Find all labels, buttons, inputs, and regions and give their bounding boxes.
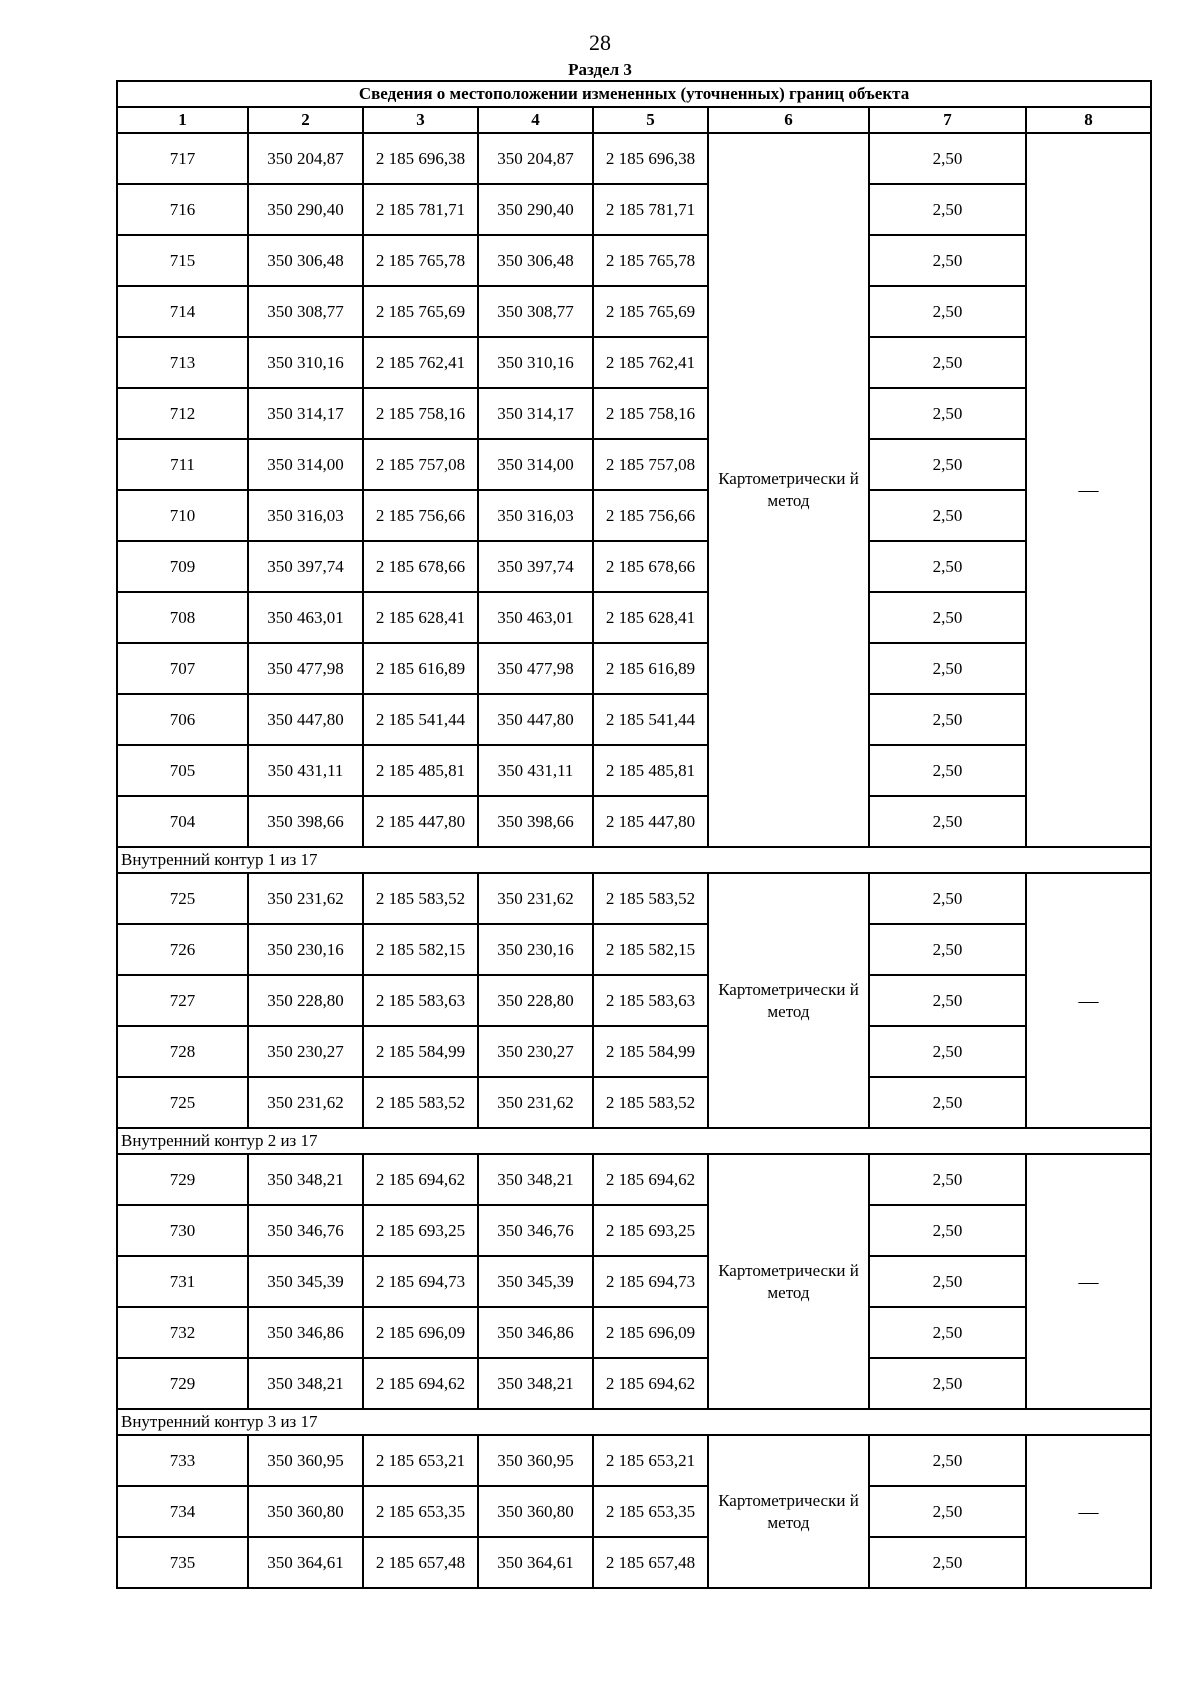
column-number: 2 xyxy=(248,107,363,133)
table-row xyxy=(117,1205,1151,1256)
y-coordinate-cell: 2 185 447,80 xyxy=(363,796,478,847)
x-coordinate-cell: 350 314,00 xyxy=(248,439,363,490)
table-row xyxy=(117,235,1151,286)
y-coordinate-new-cell: 2 185 694,62 xyxy=(593,1358,708,1409)
y-coordinate-cell: 2 185 758,16 xyxy=(363,388,478,439)
method-cell: Картометрически й метод xyxy=(708,1154,869,1409)
table-row xyxy=(117,541,1151,592)
x-coordinate-new-cell: 350 231,62 xyxy=(478,1077,593,1128)
y-coordinate-new-cell: 2 185 694,73 xyxy=(593,1256,708,1307)
y-coordinate-cell: 2 185 765,69 xyxy=(363,286,478,337)
y-coordinate-cell: 2 185 756,66 xyxy=(363,490,478,541)
table-row xyxy=(117,1077,1151,1128)
point-number-cell: 714 xyxy=(117,286,248,337)
column-number: 6 xyxy=(708,107,869,133)
y-coordinate-cell: 2 185 583,52 xyxy=(363,873,478,924)
accuracy-cell: 2,50 xyxy=(869,1256,1026,1307)
table-row xyxy=(117,873,1151,924)
y-coordinate-cell: 2 185 583,63 xyxy=(363,975,478,1026)
point-number-cell: 706 xyxy=(117,694,248,745)
point-number-cell: 727 xyxy=(117,975,248,1026)
y-coordinate-cell: 2 185 694,73 xyxy=(363,1256,478,1307)
y-coordinate-new-cell: 2 185 765,69 xyxy=(593,286,708,337)
x-coordinate-cell: 350 348,21 xyxy=(248,1358,363,1409)
x-coordinate-cell: 350 231,62 xyxy=(248,1077,363,1128)
table-body xyxy=(117,81,1151,1588)
accuracy-cell: 2,50 xyxy=(869,1026,1026,1077)
x-coordinate-new-cell: 350 230,27 xyxy=(478,1026,593,1077)
accuracy-cell: 2,50 xyxy=(869,133,1026,184)
table-row xyxy=(117,1486,1151,1537)
table-row xyxy=(117,1358,1151,1409)
accuracy-cell: 2,50 xyxy=(869,873,1026,924)
accuracy-cell: 2,50 xyxy=(869,643,1026,694)
x-coordinate-cell: 350 310,16 xyxy=(248,337,363,388)
section-title: Раздел 3 xyxy=(568,60,632,79)
point-number-cell: 704 xyxy=(117,796,248,847)
point-number-cell: 707 xyxy=(117,643,248,694)
table-row xyxy=(117,184,1151,235)
accuracy-cell: 2,50 xyxy=(869,388,1026,439)
point-number-cell: 715 xyxy=(117,235,248,286)
accuracy-cell: 2,50 xyxy=(869,796,1026,847)
y-coordinate-new-cell: 2 185 757,08 xyxy=(593,439,708,490)
y-coordinate-cell: 2 185 762,41 xyxy=(363,337,478,388)
x-coordinate-cell: 350 431,11 xyxy=(248,745,363,796)
point-number-cell: 730 xyxy=(117,1205,248,1256)
point-number-cell: 735 xyxy=(117,1537,248,1588)
y-coordinate-cell: 2 185 765,78 xyxy=(363,235,478,286)
point-number-cell: 708 xyxy=(117,592,248,643)
table-row xyxy=(117,1307,1151,1358)
x-coordinate-new-cell: 350 398,66 xyxy=(478,796,593,847)
table-row xyxy=(117,1435,1151,1486)
x-coordinate-new-cell: 350 360,80 xyxy=(478,1486,593,1537)
y-coordinate-cell: 2 185 584,99 xyxy=(363,1026,478,1077)
point-number-cell: 733 xyxy=(117,1435,248,1486)
table-row xyxy=(117,592,1151,643)
x-coordinate-new-cell: 350 316,03 xyxy=(478,490,593,541)
accuracy-cell: 2,50 xyxy=(869,975,1026,1026)
column-number: 1 xyxy=(117,107,248,133)
y-coordinate-cell: 2 185 696,09 xyxy=(363,1307,478,1358)
x-coordinate-cell: 350 398,66 xyxy=(248,796,363,847)
table-row xyxy=(117,490,1151,541)
x-coordinate-cell: 350 360,95 xyxy=(248,1435,363,1486)
y-coordinate-new-cell: 2 185 696,09 xyxy=(593,1307,708,1358)
method-cell: Картометрически й метод xyxy=(708,873,869,1128)
x-coordinate-new-cell: 350 231,62 xyxy=(478,873,593,924)
table-row xyxy=(117,133,1151,184)
column-number: 3 xyxy=(363,107,478,133)
accuracy-cell: 2,50 xyxy=(869,1307,1026,1358)
table-row xyxy=(117,924,1151,975)
y-coordinate-cell: 2 185 757,08 xyxy=(363,439,478,490)
y-coordinate-new-cell: 2 185 628,41 xyxy=(593,592,708,643)
accuracy-cell: 2,50 xyxy=(869,924,1026,975)
table-row xyxy=(117,1537,1151,1588)
y-coordinate-new-cell: 2 185 582,15 xyxy=(593,924,708,975)
x-coordinate-new-cell: 350 290,40 xyxy=(478,184,593,235)
y-coordinate-cell: 2 185 583,52 xyxy=(363,1077,478,1128)
x-coordinate-new-cell: 350 397,74 xyxy=(478,541,593,592)
column-number: 8 xyxy=(1026,107,1151,133)
accuracy-cell: 2,50 xyxy=(869,337,1026,388)
contour-label: Внутренний контур 3 из 17 xyxy=(117,1409,1151,1435)
table-row xyxy=(117,745,1151,796)
x-coordinate-cell: 350 346,86 xyxy=(248,1307,363,1358)
table-row xyxy=(117,1026,1151,1077)
y-coordinate-cell: 2 185 582,15 xyxy=(363,924,478,975)
accuracy-cell: 2,50 xyxy=(869,1358,1026,1409)
accuracy-cell: 2,50 xyxy=(869,1154,1026,1205)
y-coordinate-cell: 2 185 485,81 xyxy=(363,745,478,796)
y-coordinate-new-cell: 2 185 584,99 xyxy=(593,1026,708,1077)
y-coordinate-new-cell: 2 185 657,48 xyxy=(593,1537,708,1588)
point-number-cell: 716 xyxy=(117,184,248,235)
x-coordinate-new-cell: 350 447,80 xyxy=(478,694,593,745)
accuracy-cell: 2,50 xyxy=(869,1537,1026,1588)
column-8-cell: — xyxy=(1026,133,1151,847)
x-coordinate-new-cell: 350 308,77 xyxy=(478,286,593,337)
point-number-cell: 726 xyxy=(117,924,248,975)
x-coordinate-new-cell: 350 346,86 xyxy=(478,1307,593,1358)
x-coordinate-new-cell: 350 477,98 xyxy=(478,643,593,694)
point-number-cell: 725 xyxy=(117,873,248,924)
coordinates-table xyxy=(116,80,1152,1589)
y-coordinate-cell: 2 185 696,38 xyxy=(363,133,478,184)
y-coordinate-new-cell: 2 185 758,16 xyxy=(593,388,708,439)
table-row xyxy=(117,337,1151,388)
x-coordinate-cell: 350 463,01 xyxy=(248,592,363,643)
x-coordinate-cell: 350 290,40 xyxy=(248,184,363,235)
y-coordinate-cell: 2 185 628,41 xyxy=(363,592,478,643)
x-coordinate-cell: 350 306,48 xyxy=(248,235,363,286)
accuracy-cell: 2,50 xyxy=(869,235,1026,286)
x-coordinate-new-cell: 350 348,21 xyxy=(478,1358,593,1409)
y-coordinate-new-cell: 2 185 765,78 xyxy=(593,235,708,286)
x-coordinate-new-cell: 350 306,48 xyxy=(478,235,593,286)
table-caption: Сведения о местоположении измененных (уточненных) границ объекта xyxy=(117,81,1151,107)
point-number-cell: 728 xyxy=(117,1026,248,1077)
x-coordinate-cell: 350 231,62 xyxy=(248,873,363,924)
x-coordinate-new-cell: 350 360,95 xyxy=(478,1435,593,1486)
accuracy-cell: 2,50 xyxy=(869,1435,1026,1486)
accuracy-cell: 2,50 xyxy=(869,439,1026,490)
y-coordinate-new-cell: 2 185 762,41 xyxy=(593,337,708,388)
y-coordinate-cell: 2 185 694,62 xyxy=(363,1358,478,1409)
y-coordinate-new-cell: 2 185 693,25 xyxy=(593,1205,708,1256)
point-number-cell: 711 xyxy=(117,439,248,490)
y-coordinate-new-cell: 2 185 583,52 xyxy=(593,873,708,924)
x-coordinate-cell: 350 477,98 xyxy=(248,643,363,694)
column-8-cell: — xyxy=(1026,873,1151,1128)
x-coordinate-cell: 350 364,61 xyxy=(248,1537,363,1588)
column-number: 4 xyxy=(478,107,593,133)
y-coordinate-new-cell: 2 185 485,81 xyxy=(593,745,708,796)
x-coordinate-cell: 350 316,03 xyxy=(248,490,363,541)
accuracy-cell: 2,50 xyxy=(869,1486,1026,1537)
x-coordinate-new-cell: 350 314,00 xyxy=(478,439,593,490)
accuracy-cell: 2,50 xyxy=(869,286,1026,337)
point-number-cell: 712 xyxy=(117,388,248,439)
accuracy-cell: 2,50 xyxy=(869,745,1026,796)
point-number-cell: 729 xyxy=(117,1358,248,1409)
x-coordinate-new-cell: 350 346,76 xyxy=(478,1205,593,1256)
contour-label: Внутренний контур 1 из 17 xyxy=(117,847,1151,873)
y-coordinate-new-cell: 2 185 781,71 xyxy=(593,184,708,235)
x-coordinate-cell: 350 345,39 xyxy=(248,1256,363,1307)
y-coordinate-cell: 2 185 694,62 xyxy=(363,1154,478,1205)
x-coordinate-cell: 350 314,17 xyxy=(248,388,363,439)
x-coordinate-cell: 350 346,76 xyxy=(248,1205,363,1256)
y-coordinate-new-cell: 2 185 447,80 xyxy=(593,796,708,847)
x-coordinate-cell: 350 360,80 xyxy=(248,1486,363,1537)
y-coordinate-new-cell: 2 185 756,66 xyxy=(593,490,708,541)
y-coordinate-new-cell: 2 185 616,89 xyxy=(593,643,708,694)
point-number-cell: 710 xyxy=(117,490,248,541)
x-coordinate-new-cell: 350 314,17 xyxy=(478,388,593,439)
x-coordinate-cell: 350 447,80 xyxy=(248,694,363,745)
contour-label: Внутренний контур 2 из 17 xyxy=(117,1128,1151,1154)
method-cell: Картометрически й метод xyxy=(708,133,869,847)
y-coordinate-new-cell: 2 185 541,44 xyxy=(593,694,708,745)
column-8-cell: — xyxy=(1026,1154,1151,1409)
point-number-cell: 713 xyxy=(117,337,248,388)
y-coordinate-new-cell: 2 185 678,66 xyxy=(593,541,708,592)
x-coordinate-new-cell: 350 228,80 xyxy=(478,975,593,1026)
accuracy-cell: 2,50 xyxy=(869,1077,1026,1128)
x-coordinate-new-cell: 350 204,87 xyxy=(478,133,593,184)
table-row xyxy=(117,286,1151,337)
x-coordinate-new-cell: 350 463,01 xyxy=(478,592,593,643)
table-row xyxy=(117,388,1151,439)
x-coordinate-cell: 350 308,77 xyxy=(248,286,363,337)
x-coordinate-new-cell: 350 431,11 xyxy=(478,745,593,796)
y-coordinate-cell: 2 185 616,89 xyxy=(363,643,478,694)
page-number: 28 xyxy=(589,30,611,55)
y-coordinate-new-cell: 2 185 696,38 xyxy=(593,133,708,184)
accuracy-cell: 2,50 xyxy=(869,490,1026,541)
y-coordinate-new-cell: 2 185 583,63 xyxy=(593,975,708,1026)
table-row xyxy=(117,643,1151,694)
x-coordinate-cell: 350 204,87 xyxy=(248,133,363,184)
contour-header-row xyxy=(117,1409,1151,1435)
y-coordinate-cell: 2 185 653,35 xyxy=(363,1486,478,1537)
accuracy-cell: 2,50 xyxy=(869,1205,1026,1256)
point-number-cell: 717 xyxy=(117,133,248,184)
x-coordinate-cell: 350 397,74 xyxy=(248,541,363,592)
x-coordinate-new-cell: 350 345,39 xyxy=(478,1256,593,1307)
point-number-cell: 729 xyxy=(117,1154,248,1205)
contour-header-row xyxy=(117,847,1151,873)
table-row xyxy=(117,1154,1151,1205)
y-coordinate-cell: 2 185 653,21 xyxy=(363,1435,478,1486)
x-coordinate-new-cell: 350 310,16 xyxy=(478,337,593,388)
x-coordinate-new-cell: 350 364,61 xyxy=(478,1537,593,1588)
accuracy-cell: 2,50 xyxy=(869,184,1026,235)
y-coordinate-new-cell: 2 185 653,21 xyxy=(593,1435,708,1486)
point-number-cell: 731 xyxy=(117,1256,248,1307)
x-coordinate-new-cell: 350 230,16 xyxy=(478,924,593,975)
table-row xyxy=(117,694,1151,745)
method-cell: Картометрически й метод xyxy=(708,1435,869,1588)
accuracy-cell: 2,50 xyxy=(869,694,1026,745)
point-number-cell: 732 xyxy=(117,1307,248,1358)
y-coordinate-new-cell: 2 185 583,52 xyxy=(593,1077,708,1128)
y-coordinate-cell: 2 185 781,71 xyxy=(363,184,478,235)
accuracy-cell: 2,50 xyxy=(869,541,1026,592)
contour-header-row xyxy=(117,1128,1151,1154)
y-coordinate-new-cell: 2 185 694,62 xyxy=(593,1154,708,1205)
x-coordinate-cell: 350 228,80 xyxy=(248,975,363,1026)
column-number: 5 xyxy=(593,107,708,133)
point-number-cell: 705 xyxy=(117,745,248,796)
y-coordinate-cell: 2 185 657,48 xyxy=(363,1537,478,1588)
x-coordinate-cell: 350 348,21 xyxy=(248,1154,363,1205)
point-number-cell: 734 xyxy=(117,1486,248,1537)
y-coordinate-cell: 2 185 693,25 xyxy=(363,1205,478,1256)
table-row xyxy=(117,796,1151,847)
table-row xyxy=(117,1256,1151,1307)
y-coordinate-new-cell: 2 185 653,35 xyxy=(593,1486,708,1537)
point-number-cell: 725 xyxy=(117,1077,248,1128)
x-coordinate-cell: 350 230,16 xyxy=(248,924,363,975)
x-coordinate-cell: 350 230,27 xyxy=(248,1026,363,1077)
y-coordinate-cell: 2 185 678,66 xyxy=(363,541,478,592)
x-coordinate-new-cell: 350 348,21 xyxy=(478,1154,593,1205)
point-number-cell: 709 xyxy=(117,541,248,592)
column-number-row xyxy=(117,107,1151,133)
column-number: 7 xyxy=(869,107,1026,133)
accuracy-cell: 2,50 xyxy=(869,592,1026,643)
y-coordinate-cell: 2 185 541,44 xyxy=(363,694,478,745)
column-8-cell: — xyxy=(1026,1435,1151,1588)
table-row xyxy=(117,439,1151,490)
table-caption-row xyxy=(117,81,1151,107)
table-row xyxy=(117,975,1151,1026)
